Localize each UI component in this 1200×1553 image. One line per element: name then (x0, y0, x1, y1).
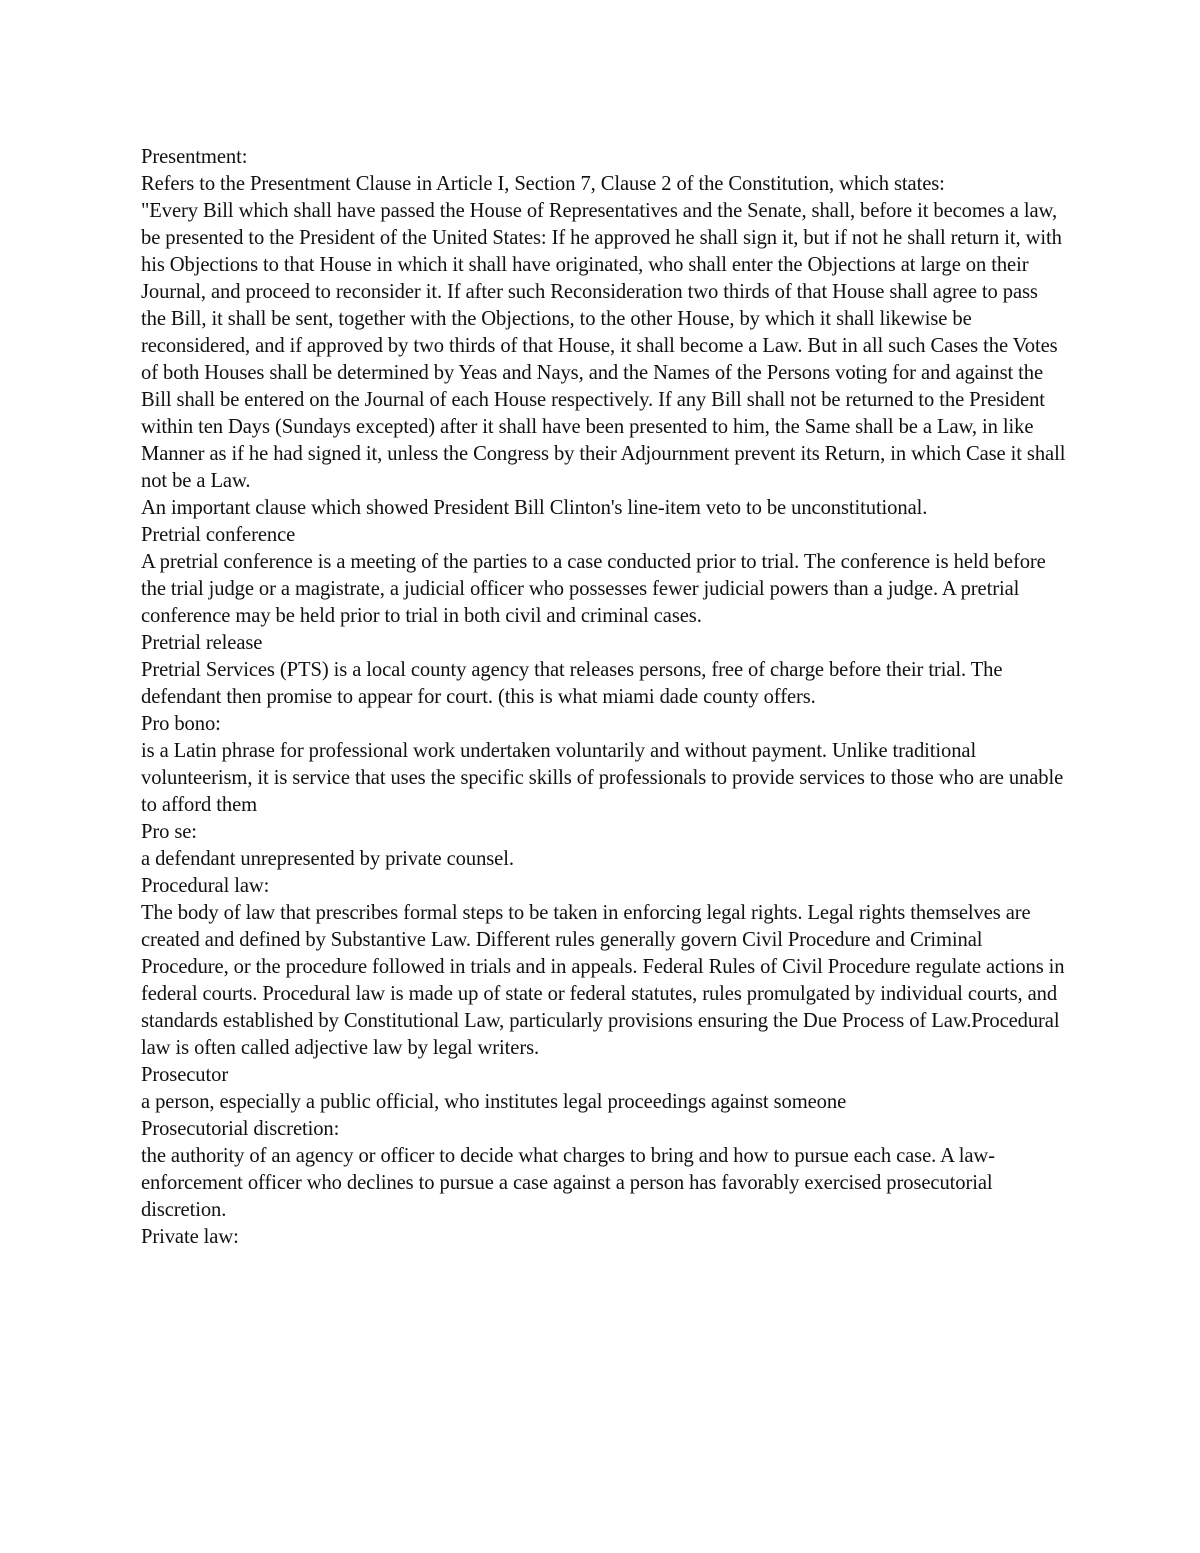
definition-presentment: Refers to the Presentment Clause in Article I, Section 7, Clause 2 of the Constitution, which states: (141, 173, 945, 195)
definition-prosecutor: a person, especially a public official, who institutes legal proceedings against someone (141, 1091, 847, 1113)
term-private-law: Private law: (141, 1226, 239, 1248)
term-pretrial-release: Pretrial release (141, 632, 263, 654)
term-prosecutorial-discretion: Prosecutorial discretion: (141, 1118, 340, 1140)
note-presentment: An important clause which showed President Bill Clinton's line-item veto to be unconstitutional. (141, 497, 928, 519)
definition-pretrial-release: Pretrial Services (PTS) is a local county agency that releases persons, free of charge before their trial. The defendant then promise to appear for court. (this is what miami dade county offers. (141, 659, 1008, 708)
quote-presentment-clause: "Every Bill which shall have passed the House of Representatives and the Senate, shall, before it becomes a law, be presented to the President of the United States: If he approved he shall sign it, but if not he shall return it, with his Objections to that House in which it shall have originated, who shall enter the Objections at large on their Journal, and proceed to reconsider it. If after such Reconsideration two thirds of that House shall agree to pass the Bill, it shall be sent, together with the Objections, to the other House, by which it shall likewise be reconsidered, and if approved by two thirds of that House, it shall become a Law. But in all such Cases the Votes of both Houses shall be determined by Yeas and Nays, and the Names of the Persons voting for and against the Bill shall be entered on the Journal of each House respectively. If any Bill shall not be returned to the President within ten Days (Sundays excepted) after it shall have been presented to him, the Same shall be a Law, in like Manner as if he had signed it, unless the Congress by their Adjournment prevent its Return, in which Case it shall not be a Law. (141, 200, 1071, 492)
definition-prosecutorial-discretion: the authority of an agency or officer to decide what charges to bring and how to pursue each case. A law-enforcement officer who declines to pursue a case against a person has favorably exercised prosecutorial discretion. (141, 1145, 998, 1221)
term-prosecutor: Prosecutor (141, 1064, 229, 1086)
term-pro-bono: Pro bono: (141, 713, 221, 735)
definition-pro-se: a defendant unrepresented by private counsel. (141, 848, 514, 870)
term-pretrial-conference: Pretrial conference (141, 524, 296, 546)
definition-pro-bono: is a Latin phrase for professional work undertaken voluntarily and without payment. Unlike traditional volunteerism, it is service that uses the specific skills of professionals to provide services to those who are unable to afford them (141, 740, 1069, 816)
document-body (141, 144, 1071, 1251)
term-procedural-law: Procedural law: (141, 875, 270, 897)
term-pro-se: Pro se: (141, 821, 197, 843)
definition-procedural-law: The body of law that prescribes formal steps to be taken in enforcing legal rights. Legal rights themselves are created and defined by Substantive Law. Different rules generally govern Civil Procedure and Criminal Procedure, or the procedure followed in trials and in appeals. Federal Rules of Civil Procedure regulate actions in federal courts. Procedural law is made up of state or federal statutes, rules promulgated by individual courts, and standards established by Constitutional Law, particularly provisions ensuring the Due Process of Law.Procedural law is often called adjective law by legal writers. (141, 902, 1070, 1059)
term-presentment: Presentment: (141, 146, 248, 168)
definition-pretrial-conference: A pretrial conference is a meeting of the parties to a case conducted prior to trial. The conference is held before the trial judge or a magistrate, a judicial officer who possesses fewer judicial powers than a judge. A pretrial conference may be held prior to trial in both civil and criminal cases. (141, 551, 1051, 627)
